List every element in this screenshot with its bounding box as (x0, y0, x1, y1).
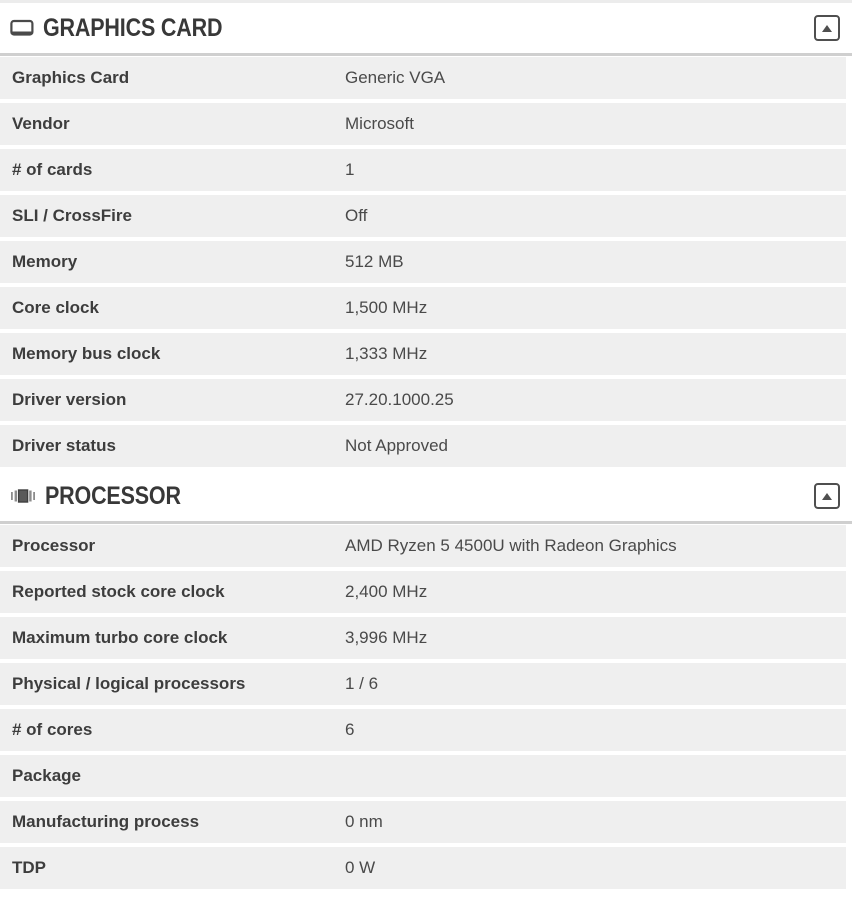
spec-value: Off (345, 206, 368, 225)
spec-row (0, 801, 846, 843)
spec-label: Driver version (12, 390, 127, 409)
chevron-up-icon (821, 24, 833, 33)
spec-row (0, 571, 846, 613)
section-rows (0, 524, 852, 889)
spec-label: SLI / CrossFire (12, 206, 132, 225)
spec-row (0, 425, 846, 467)
spec-value: AMD Ryzen 5 4500U with Radeon Graphics (345, 536, 677, 555)
spec-row (0, 287, 846, 329)
spec-row (0, 709, 846, 751)
spec-label: Package (12, 766, 81, 785)
spec-value: 1,333 MHz (345, 344, 428, 363)
collapse-section-button[interactable] (814, 15, 840, 41)
spec-label: Memory (12, 252, 78, 271)
spec-row (0, 149, 846, 191)
spec-label: Maximum turbo core clock (12, 628, 228, 647)
section-title: GRAPHICS CARD (43, 13, 223, 42)
spec-section (0, 3, 852, 467)
collapse-section-button[interactable] (814, 483, 840, 509)
spec-label: # of cards (12, 160, 93, 179)
spec-row (0, 379, 846, 421)
spec-label: # of cores (12, 720, 93, 739)
spec-row (0, 241, 846, 283)
spec-value: 1,500 MHz (345, 298, 428, 317)
spec-label: Driver status (12, 436, 116, 455)
chip-icon (10, 487, 36, 505)
spec-value: 512 MB (345, 252, 404, 271)
spec-label: Graphics Card (12, 68, 130, 87)
spec-row (0, 103, 846, 145)
chevron-up-icon (821, 492, 833, 501)
spec-row (0, 57, 846, 99)
spec-row (0, 525, 846, 567)
spec-row (0, 755, 846, 797)
section-header (0, 3, 852, 56)
spec-label: Physical / logical processors (12, 674, 246, 693)
spec-label: Processor (12, 536, 96, 555)
spec-value: Generic VGA (345, 68, 446, 87)
spec-value: 2,400 MHz (345, 582, 428, 601)
spec-row (0, 663, 846, 705)
spec-value: Microsoft (345, 114, 414, 133)
spec-value: 0 W (345, 858, 376, 877)
spec-label: Core clock (12, 298, 99, 317)
spec-label: TDP (12, 858, 46, 877)
spec-label: Reported stock core clock (12, 582, 225, 601)
spec-section (0, 471, 852, 889)
section-title: PROCESSOR (45, 481, 181, 510)
spec-label: Vendor (12, 114, 70, 133)
spec-row (0, 847, 846, 889)
monitor-icon (10, 19, 34, 38)
spec-label: Memory bus clock (12, 344, 161, 363)
spec-value: 1 / 6 (345, 674, 379, 693)
spec-value: 6 (345, 720, 355, 739)
spec-value: 0 nm (345, 812, 383, 831)
spec-value: 27.20.1000.25 (345, 390, 454, 409)
spec-row (0, 617, 846, 659)
spec-value: Not Approved (345, 436, 449, 455)
spec-row (0, 333, 846, 375)
section-header (0, 471, 852, 524)
spec-row (0, 195, 846, 237)
spec-value: 1 (345, 160, 355, 179)
spec-value: 3,996 MHz (345, 628, 428, 647)
section-rows (0, 56, 852, 467)
spec-label: Manufacturing process (12, 812, 200, 831)
